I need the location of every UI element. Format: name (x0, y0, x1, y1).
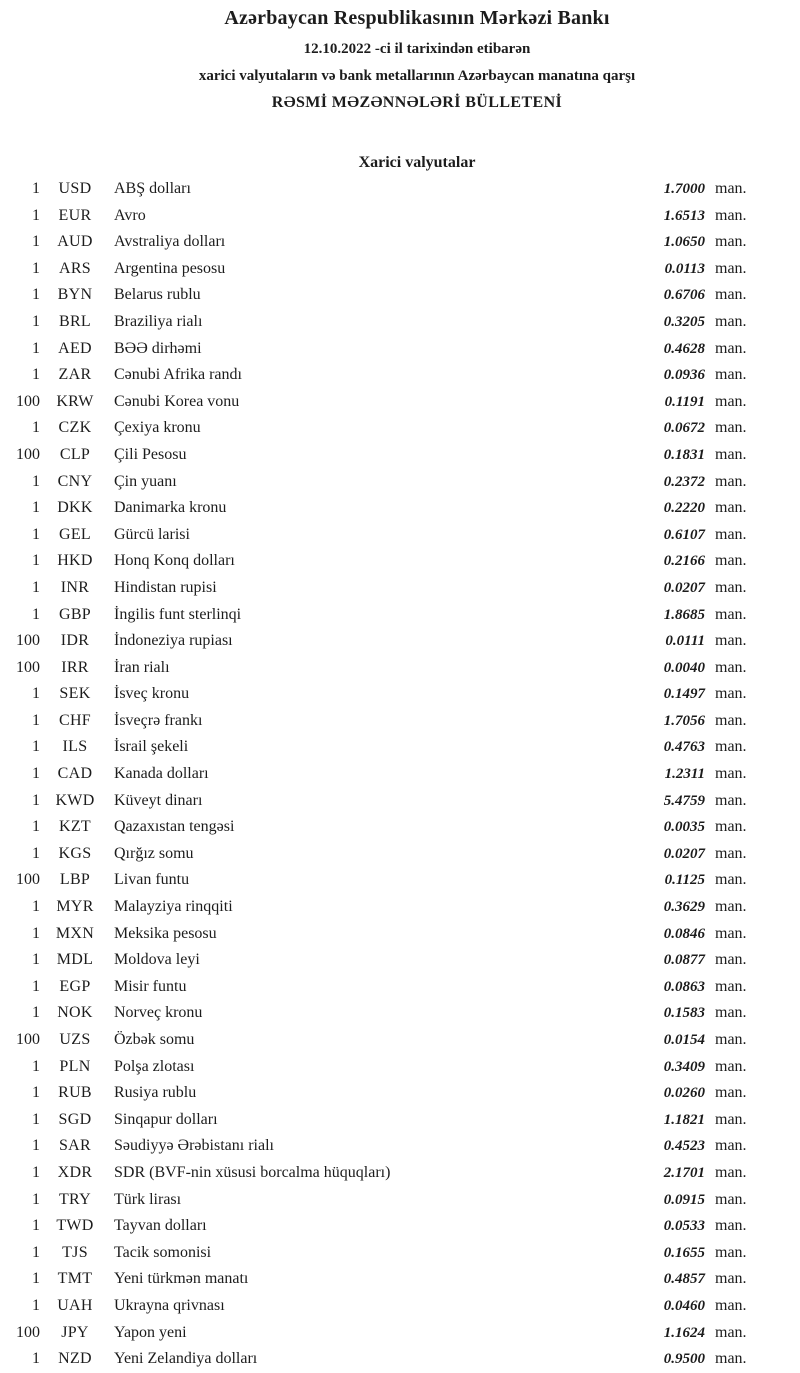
rate-unit: man. (715, 632, 747, 650)
currency-name: Rusiya rublu (114, 1084, 197, 1102)
currency-name: Qazaxıstan tengəsi (114, 818, 235, 836)
rate-value: 1.1624 (663, 1324, 705, 1341)
currency-name: Cənubi Korea vonu (114, 392, 240, 410)
currency-name: Norveç kronu (114, 1004, 203, 1022)
rate-value: 0.2166 (663, 553, 705, 570)
currency-code: MXN (55, 924, 95, 942)
currency-code: SEK (59, 685, 91, 703)
currency-code: KGS (58, 844, 92, 862)
currency-name: Livan funtu (114, 871, 190, 889)
rate-value: 5.4759 (663, 792, 705, 809)
rate-unit: man. (715, 1296, 747, 1314)
rate-value: 0.0207 (663, 845, 705, 862)
currency-code: EUR (58, 206, 92, 224)
currency-name: Yeni türkmən manatı (114, 1270, 249, 1288)
currency-name: İsveç kronu (114, 685, 190, 703)
rate-row (0, 469, 757, 496)
rate-unit: man. (715, 977, 747, 995)
rate-quantity: 100 (16, 392, 40, 410)
currency-name: Hindistan rupisi (114, 578, 217, 596)
rate-row (0, 867, 757, 894)
rate-value: 0.4523 (663, 1138, 705, 1155)
currency-code: ILS (62, 738, 88, 756)
rate-unit: man. (715, 1137, 747, 1155)
rate-unit: man. (715, 1084, 747, 1102)
currency-name: Yapon yeni (114, 1323, 187, 1341)
rate-row (0, 1240, 757, 1267)
rate-unit: man. (715, 578, 747, 596)
currency-name: SDR (BVF-nin xüsusi borcalma hüquqları) (114, 1163, 391, 1181)
currency-name: İran rialı (114, 658, 170, 676)
rate-row (0, 708, 757, 735)
rate-quantity: 1 (32, 1137, 40, 1155)
rate-row (0, 1107, 757, 1134)
currency-name: Polşa zlotası (114, 1057, 195, 1075)
rate-unit: man. (715, 898, 747, 916)
rate-row (0, 761, 757, 788)
rate-row (0, 894, 757, 921)
rate-quantity: 100 (16, 445, 40, 463)
currency-code: ZAR (58, 366, 92, 384)
rate-value: 0.0846 (663, 925, 705, 942)
currency-code: TRY (58, 1190, 92, 1208)
currency-code: IDR (60, 632, 90, 650)
rate-row (0, 1160, 757, 1187)
rate-row (0, 974, 757, 1001)
rate-quantity: 1 (32, 1350, 40, 1368)
currency-code: CNY (57, 472, 93, 490)
currency-code: CZK (58, 419, 92, 437)
rate-unit: man. (715, 765, 747, 783)
rate-unit: man. (715, 1057, 747, 1075)
currency-code: UAH (57, 1296, 93, 1314)
rate-value: 0.3629 (663, 899, 705, 916)
rate-unit: man. (715, 286, 747, 304)
rate-unit: man. (715, 419, 747, 437)
currency-code: CHF (58, 711, 92, 729)
rate-unit: man. (715, 552, 747, 570)
rate-row (0, 442, 757, 469)
rate-quantity: 1 (32, 765, 40, 783)
rate-unit: man. (715, 1031, 747, 1048)
rate-unit: man. (715, 791, 747, 809)
currency-name: Moldova leyi (114, 951, 200, 969)
rate-value: 0.1191 (664, 393, 705, 410)
currency-code: PLN (59, 1057, 91, 1075)
rate-unit: man. (715, 1270, 747, 1288)
bank-title: Azərbaycan Respublikasının Mərkəzi Bankı (224, 7, 610, 29)
rate-value: 0.1125 (664, 872, 705, 889)
rate-value: 1.0650 (663, 234, 705, 251)
currency-code: KRW (56, 392, 94, 410)
currency-name: İsveçrə frankı (114, 711, 203, 729)
currency-name: Çin yuanı (114, 472, 177, 490)
rate-row (0, 203, 757, 230)
currency-name: Qırğız somu (114, 844, 194, 862)
currency-name: Türk lirası (114, 1190, 182, 1208)
currency-code: AUD (57, 233, 93, 251)
currency-name: Sinqapur dolları (114, 1110, 218, 1128)
rate-quantity: 1 (32, 233, 40, 251)
rate-value: 0.3205 (663, 313, 705, 330)
rate-value: 0.6107 (663, 526, 705, 543)
rate-quantity: 1 (32, 578, 40, 596)
rate-quantity: 1 (32, 1057, 40, 1075)
rate-row (0, 655, 757, 682)
currency-name: Səudiyyə Ərəbistanı rialı (114, 1137, 274, 1155)
document-header (0, 7, 800, 112)
rate-row (0, 1213, 757, 1240)
rate-row (0, 309, 757, 336)
rate-value: 0.3409 (663, 1058, 705, 1075)
rate-row (0, 1054, 757, 1081)
rate-quantity: 1 (32, 339, 40, 357)
rate-quantity: 1 (32, 924, 40, 942)
rate-value: 0.0040 (663, 659, 705, 676)
exchange-rates-table (0, 176, 800, 1373)
rate-quantity: 1 (32, 312, 40, 330)
rate-quantity: 1 (32, 738, 40, 756)
currency-code: SGD (58, 1110, 92, 1128)
rate-unit: man. (715, 738, 747, 756)
rate-unit: man. (715, 499, 747, 517)
rate-quantity: 1 (32, 685, 40, 703)
rate-row (0, 947, 757, 974)
rate-unit: man. (715, 366, 747, 384)
currency-code: JPY (61, 1323, 89, 1341)
rate-row (0, 1187, 757, 1214)
rate-quantity: 1 (32, 180, 40, 197)
currency-name: Cənubi Afrika randı (114, 366, 242, 384)
rate-unit: man. (715, 1110, 747, 1128)
rate-row (0, 1133, 757, 1160)
currency-code: BYN (57, 286, 93, 304)
rate-row (0, 1080, 757, 1107)
currency-code: HKD (57, 552, 93, 570)
currency-name: BƏƏ dirhəmi (114, 339, 202, 357)
currency-name: Honq Konq dolları (114, 552, 235, 570)
rate-value: 0.0113 (664, 260, 705, 277)
rate-quantity: 1 (32, 366, 40, 384)
rate-unit: man. (715, 605, 747, 623)
rate-value: 0.1583 (663, 1005, 705, 1022)
currency-name: İsrail şekeli (114, 738, 189, 756)
rate-quantity: 1 (32, 206, 40, 224)
rate-row (0, 1320, 757, 1347)
bulletin-subtitle: xarici valyutaların və bank metallarının Azərbaycan manatına qarşı (198, 68, 636, 84)
rate-value: 0.0207 (663, 579, 705, 596)
effective-date-line: 12.10.2022 -ci il tarixindən etibarən (303, 41, 531, 57)
rate-value: 0.0260 (663, 1085, 705, 1102)
rate-unit: man. (715, 1323, 747, 1341)
rate-row (0, 681, 757, 708)
rate-unit: man. (715, 392, 747, 410)
rate-row (0, 1293, 757, 1320)
rate-value: 0.4628 (663, 340, 705, 357)
rate-value: 1.8685 (663, 606, 705, 623)
currency-name: Çili Pesosu (114, 445, 187, 463)
rate-quantity: 1 (32, 1296, 40, 1314)
rate-quantity: 1 (32, 711, 40, 729)
rate-quantity: 100 (16, 1031, 40, 1048)
rate-unit: man. (715, 1190, 747, 1208)
rate-quantity: 1 (32, 286, 40, 304)
currency-name: Braziliya rialı (114, 312, 203, 330)
currency-code: NZD (58, 1350, 92, 1368)
rate-row (0, 415, 757, 442)
rate-value: 0.1831 (663, 446, 705, 463)
rate-quantity: 1 (32, 1084, 40, 1102)
rate-value: 0.0533 (663, 1218, 705, 1235)
rate-value: 0.9500 (663, 1351, 705, 1368)
currency-code: XDR (57, 1163, 93, 1181)
rate-value: 0.0936 (663, 367, 705, 384)
currency-name: İndoneziya rupiası (114, 632, 233, 650)
rate-row (0, 495, 757, 522)
rate-row (0, 522, 757, 549)
rate-row (0, 602, 757, 629)
currency-code: TJS (62, 1243, 88, 1261)
rate-value: 1.7000 (663, 181, 705, 197)
rate-value: 0.0863 (663, 978, 705, 995)
currency-code: BRL (58, 312, 92, 330)
currency-name: Özbək somu (114, 1031, 195, 1048)
rate-row (0, 282, 757, 309)
rate-quantity: 1 (32, 977, 40, 995)
rate-quantity: 1 (32, 472, 40, 490)
rate-quantity: 1 (32, 844, 40, 862)
rate-unit: man. (715, 951, 747, 969)
rate-unit: man. (715, 1163, 747, 1181)
currency-name: Küveyt dinarı (114, 791, 203, 809)
rate-row (0, 788, 757, 815)
rate-value: 2.1701 (663, 1164, 705, 1181)
currency-name: Avro (114, 206, 146, 224)
rate-quantity: 1 (32, 1190, 40, 1208)
rate-value: 0.2372 (663, 473, 705, 490)
rate-row (0, 1266, 757, 1293)
currency-code: MDL (56, 951, 94, 969)
currency-code: KWD (55, 791, 95, 809)
rate-unit: man. (715, 259, 747, 277)
rate-unit: man. (715, 312, 747, 330)
rate-value: 0.0877 (663, 952, 705, 969)
rate-quantity: 1 (32, 791, 40, 809)
currency-name: Gürcü larisi (114, 525, 190, 543)
rate-value: 0.0460 (663, 1297, 705, 1314)
rate-row (0, 921, 757, 948)
currency-name: Belarus rublu (114, 286, 201, 304)
currency-code: LBP (59, 871, 91, 889)
currency-code: IRR (61, 658, 89, 676)
rate-value: 0.0111 (665, 633, 705, 650)
rate-value: 1.1821 (663, 1111, 705, 1128)
rate-row (0, 575, 757, 602)
rate-quantity: 1 (32, 259, 40, 277)
currency-code: CLP (59, 445, 91, 463)
currency-name: Ukrayna qrivnası (114, 1296, 225, 1314)
rate-row (0, 256, 757, 283)
currency-name: Kanada dolları (114, 765, 209, 783)
rate-unit: man. (715, 871, 747, 889)
rate-unit: man. (715, 844, 747, 862)
currency-name: Misir funtu (114, 977, 187, 995)
bulletin-title: RƏSMİ MƏZƏNNƏLƏRİ BÜLLETENİ (271, 94, 563, 111)
currency-name: ABŞ dolları (114, 180, 191, 197)
currency-code: GEL (58, 525, 91, 543)
rate-unit: man. (715, 1004, 747, 1022)
rate-row (0, 548, 757, 575)
rate-value: 0.1655 (663, 1244, 705, 1261)
rate-unit: man. (715, 818, 747, 836)
currency-name: Tayvan dolları (114, 1217, 207, 1235)
rate-quantity: 100 (16, 871, 40, 889)
currency-code: NOK (57, 1004, 93, 1022)
rate-row (0, 176, 757, 203)
rate-unit: man. (715, 658, 747, 676)
rate-unit: man. (715, 233, 747, 251)
rate-quantity: 1 (32, 1110, 40, 1128)
rate-value: 1.6513 (663, 207, 705, 224)
rate-value: 0.0915 (663, 1191, 705, 1208)
rate-row (0, 841, 757, 868)
rate-quantity: 100 (16, 1323, 40, 1341)
rate-value: 0.0035 (663, 819, 705, 836)
rate-row (0, 336, 757, 363)
rate-quantity: 1 (32, 898, 40, 916)
section-title-foreign-currencies: Xarici valyutalar (358, 154, 476, 171)
rate-value: 1.2311 (664, 766, 705, 783)
rate-quantity: 1 (32, 419, 40, 437)
rate-quantity: 1 (32, 1163, 40, 1181)
rate-value: 0.6706 (663, 287, 705, 304)
rate-quantity: 1 (32, 525, 40, 543)
rate-unit: man. (715, 445, 747, 463)
rate-unit: man. (715, 525, 747, 543)
currency-code: ARS (58, 259, 92, 277)
rate-value: 0.0154 (663, 1032, 705, 1048)
rate-quantity: 1 (32, 605, 40, 623)
rate-unit: man. (715, 472, 747, 490)
rate-unit: man. (715, 1243, 747, 1261)
rate-value: 0.4763 (663, 739, 705, 756)
currency-code: TMT (57, 1270, 93, 1288)
currency-code: RUB (58, 1084, 92, 1102)
rate-value: 1.7056 (663, 712, 705, 729)
rate-row (0, 1027, 757, 1054)
rate-unit: man. (715, 206, 747, 224)
currency-code: AED (58, 339, 92, 357)
currency-name: Meksika pesosu (114, 924, 217, 942)
rate-row (0, 1346, 757, 1373)
currency-code: MYR (56, 898, 94, 916)
rate-row (0, 229, 757, 256)
currency-code: CAD (57, 765, 93, 783)
currency-name: Yeni Zelandiya dolları (114, 1350, 258, 1368)
currency-code: SAR (58, 1137, 92, 1155)
currency-code: KZT (58, 818, 91, 836)
currency-name: Malayziya rinqqiti (114, 898, 233, 916)
rate-value: 0.4857 (663, 1271, 705, 1288)
rate-unit: man. (715, 339, 747, 357)
rate-row (0, 734, 757, 761)
currency-name: Argentina pesosu (114, 259, 226, 277)
rate-row (0, 389, 757, 416)
currency-code: INR (60, 578, 90, 596)
rate-quantity: 1 (32, 1270, 40, 1288)
rate-unit: man. (715, 924, 747, 942)
rate-quantity: 1 (32, 552, 40, 570)
rate-row (0, 628, 757, 655)
rate-unit: man. (715, 1350, 747, 1368)
currency-name: Çexiya kronu (114, 419, 201, 437)
rate-quantity: 1 (32, 1217, 40, 1235)
currency-code: EGP (59, 977, 91, 995)
currency-name: Tacik somonisi (114, 1243, 212, 1261)
rate-quantity: 1 (32, 1243, 40, 1261)
rate-unit: man. (715, 1217, 747, 1235)
currency-code: UZS (59, 1031, 91, 1048)
currency-code: DKK (57, 499, 93, 517)
currency-name: İngilis funt sterlinqi (114, 605, 242, 623)
rate-quantity: 100 (16, 658, 40, 676)
rate-quantity: 1 (32, 951, 40, 969)
currency-code: USD (58, 180, 92, 197)
rate-row (0, 362, 757, 389)
rate-unit: man. (715, 180, 747, 197)
rate-value: 0.1497 (663, 686, 705, 703)
rate-row (0, 814, 757, 841)
currency-code: TWD (56, 1217, 94, 1235)
rate-quantity: 1 (32, 499, 40, 517)
rate-row (0, 1000, 757, 1027)
rate-quantity: 1 (32, 1004, 40, 1022)
rate-quantity: 100 (16, 632, 40, 650)
rate-value: 0.2220 (663, 500, 705, 517)
currency-name: Danimarka kronu (114, 499, 227, 517)
currency-name: Avstraliya dolları (114, 233, 226, 251)
rate-value: 0.0672 (663, 420, 705, 437)
rate-unit: man. (715, 685, 747, 703)
currency-code: GBP (58, 605, 92, 623)
rate-quantity: 1 (32, 818, 40, 836)
rate-unit: man. (715, 711, 747, 729)
